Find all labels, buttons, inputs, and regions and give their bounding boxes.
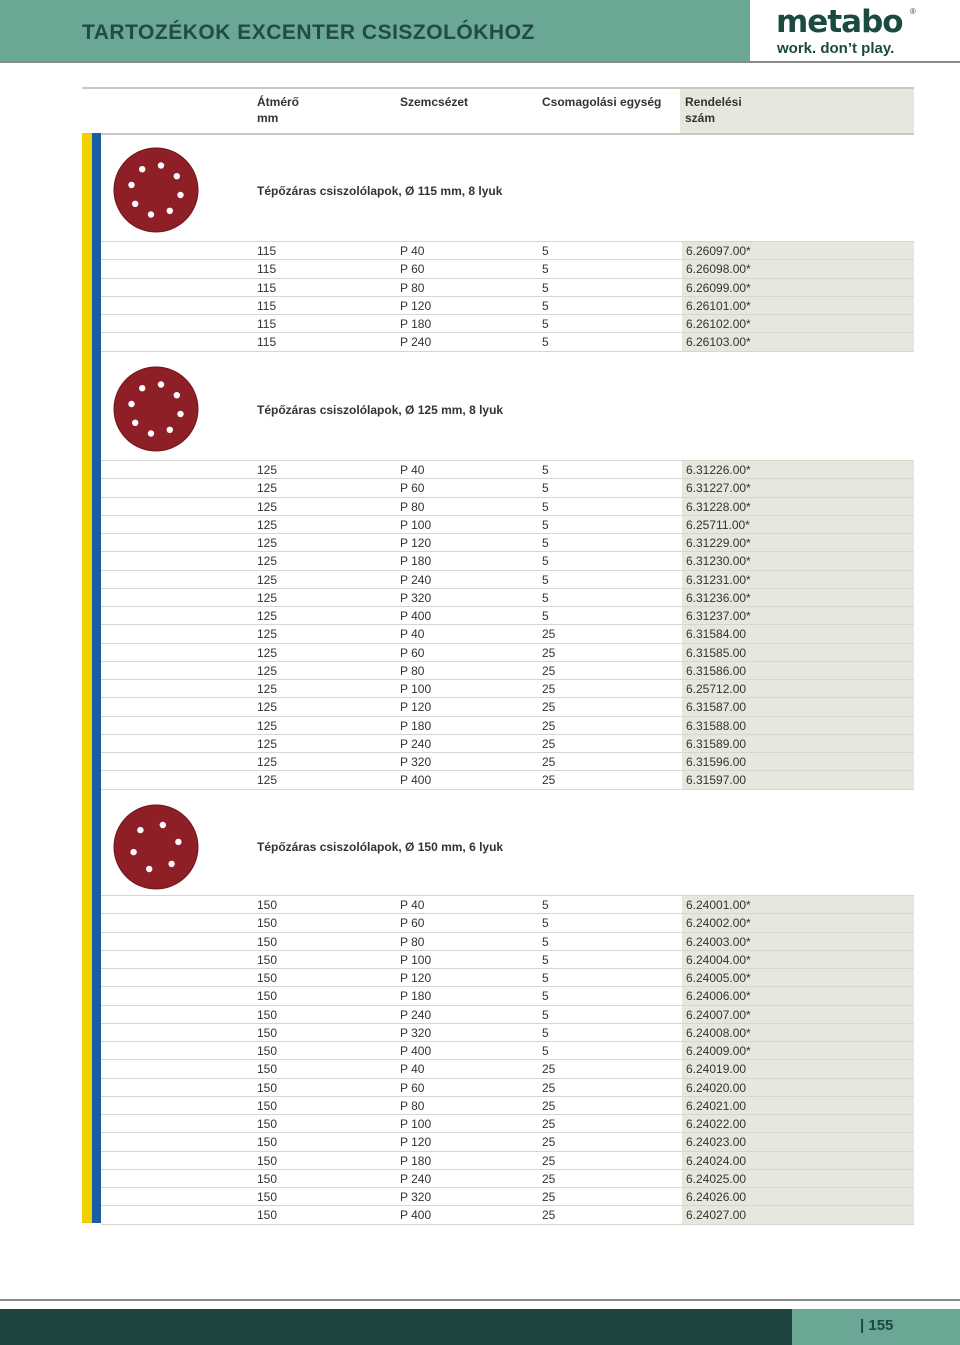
pack-unit-cell: 5 bbox=[542, 934, 549, 949]
table-row bbox=[101, 932, 914, 951]
grit-cell: P 320 bbox=[400, 590, 432, 605]
table-row bbox=[101, 478, 914, 497]
diameter-cell: 150 bbox=[257, 1098, 278, 1113]
pack-unit-cell: 25 bbox=[542, 627, 556, 642]
order-number-cell: 6.31597.00 bbox=[682, 771, 914, 789]
grit-cell: P 40 bbox=[400, 244, 425, 258]
diameter-cell: 125 bbox=[257, 718, 278, 733]
order-number-cell: 6.24009.00* bbox=[682, 1042, 914, 1060]
brand-tagline: work. don’t play. bbox=[777, 40, 895, 57]
table-row bbox=[101, 314, 914, 333]
table-row bbox=[101, 588, 914, 607]
order-number-cell: 6.24026.00 bbox=[682, 1188, 914, 1206]
table-row bbox=[101, 1205, 914, 1225]
pack-unit-cell: 5 bbox=[542, 590, 549, 605]
table-row bbox=[101, 296, 914, 315]
grit-cell: P 80 bbox=[400, 499, 425, 514]
pack-unit-cell: 25 bbox=[542, 663, 556, 678]
table-row bbox=[101, 1023, 914, 1042]
grit-cell: P 120 bbox=[400, 298, 432, 313]
diameter-cell: 115 bbox=[257, 262, 277, 277]
order-number-header-line2: szám bbox=[685, 111, 716, 125]
pack-unit-cell: 5 bbox=[542, 554, 549, 569]
table-header bbox=[82, 87, 914, 135]
grit-cell: P 240 bbox=[400, 335, 432, 350]
pack-unit-cell: 5 bbox=[542, 952, 549, 967]
grit-cell: P 80 bbox=[400, 1098, 425, 1113]
grit-cell: P 240 bbox=[400, 1171, 432, 1186]
pack-unit-cell: 5 bbox=[542, 244, 549, 258]
pack-unit-cell: 5 bbox=[542, 1007, 549, 1022]
grit-cell: P 60 bbox=[400, 262, 425, 277]
table-row bbox=[101, 643, 914, 662]
pack-unit-cell: 25 bbox=[542, 1190, 556, 1204]
table-row bbox=[101, 968, 914, 987]
blue-side-stripe bbox=[92, 133, 101, 1223]
table-row bbox=[101, 679, 914, 698]
diameter-cell: 125 bbox=[257, 536, 278, 550]
diameter-cell: 125 bbox=[257, 682, 278, 696]
pack-unit-cell: 25 bbox=[542, 755, 556, 769]
pack-unit-cell: 25 bbox=[542, 682, 556, 696]
table-row bbox=[101, 551, 914, 570]
order-number-cell: 6.26101.00* bbox=[682, 297, 914, 315]
grit-cell: P 60 bbox=[400, 1080, 425, 1095]
diameter-cell: 125 bbox=[257, 645, 278, 660]
diameter-cell: 150 bbox=[257, 934, 278, 949]
grit-cell: P 400 bbox=[400, 609, 432, 623]
order-number-cell: 6.25711.00* bbox=[682, 516, 914, 534]
table-row bbox=[101, 1005, 914, 1024]
pack-unit-cell: 5 bbox=[542, 262, 549, 277]
table-row bbox=[101, 1169, 914, 1188]
diameter-cell: 150 bbox=[257, 916, 278, 931]
table-row bbox=[101, 497, 914, 516]
pack-unit-cell: 25 bbox=[542, 736, 556, 751]
sanding-disc-1-image bbox=[113, 147, 199, 233]
table-row bbox=[101, 1041, 914, 1060]
pack-unit-cell: 25 bbox=[542, 718, 556, 733]
order-number-cell: 6.31584.00 bbox=[682, 625, 914, 643]
pack-unit-cell: 25 bbox=[542, 1153, 556, 1168]
order-number-cell: 6.24007.00* bbox=[682, 1006, 914, 1024]
diameter-cell: 150 bbox=[257, 1080, 278, 1095]
pack-unit-cell: 5 bbox=[542, 1044, 549, 1058]
pack-unit-cell: 5 bbox=[542, 335, 549, 350]
diameter-cell: 150 bbox=[257, 898, 278, 912]
brand-name: metabo bbox=[776, 4, 903, 40]
order-number-cell: 6.26103.00* bbox=[682, 333, 914, 351]
order-number-cell: 6.26098.00* bbox=[682, 260, 914, 278]
diameter-cell: 115 bbox=[257, 244, 277, 258]
table-row bbox=[101, 986, 914, 1005]
diameter-cell: 125 bbox=[257, 572, 278, 587]
order-number-cell: 6.31231.00* bbox=[682, 571, 914, 589]
order-number-cell: 6.24006.00* bbox=[682, 987, 914, 1005]
order-number-cell: 6.31227.00* bbox=[682, 479, 914, 497]
grit-cell: P 80 bbox=[400, 663, 425, 678]
diameter-cell: 150 bbox=[257, 989, 278, 1004]
section-title: Tépőzáras csiszolólapok, Ø 115 mm, 8 lyuk bbox=[257, 184, 503, 198]
diameter-cell: 125 bbox=[257, 499, 278, 514]
table-row bbox=[101, 278, 914, 297]
diameter-cell: 115 bbox=[257, 280, 277, 295]
pack-unit-cell: 25 bbox=[542, 1080, 556, 1095]
order-number-cell: 6.31230.00* bbox=[682, 552, 914, 570]
pack-unit-cell: 25 bbox=[542, 773, 556, 788]
table-row bbox=[101, 716, 914, 735]
table-row bbox=[101, 1151, 914, 1170]
diameter-cell: 125 bbox=[257, 554, 278, 569]
grit-cell: P 400 bbox=[400, 1208, 432, 1223]
table-row bbox=[101, 950, 914, 969]
grit-cell: P 100 bbox=[400, 1117, 432, 1131]
pack-unit-cell: 25 bbox=[542, 645, 556, 660]
order-number-cell: 6.31586.00 bbox=[682, 662, 914, 680]
order-number-cell: 6.24020.00 bbox=[682, 1079, 914, 1097]
diameter-cell: 125 bbox=[257, 627, 278, 642]
diameter-cell: 150 bbox=[257, 1171, 278, 1186]
order-number-cell: 6.25712.00 bbox=[682, 680, 914, 698]
order-number-cell: 6.31588.00 bbox=[682, 717, 914, 735]
table-row bbox=[101, 1096, 914, 1115]
order-number-cell: 6.31587.00 bbox=[682, 698, 914, 716]
diameter-cell: 125 bbox=[257, 517, 278, 532]
diameter-cell: 150 bbox=[257, 971, 278, 985]
diameter-cell: 125 bbox=[257, 590, 278, 605]
order-number-cell: 6.24022.00 bbox=[682, 1115, 914, 1133]
order-number-cell: 6.26097.00* bbox=[682, 242, 914, 260]
table-row bbox=[101, 1114, 914, 1133]
table-row bbox=[101, 624, 914, 643]
order-number-cell: 6.31585.00 bbox=[682, 644, 914, 662]
order-number-cell: 6.26099.00* bbox=[682, 279, 914, 297]
sanding-disc-3-image bbox=[113, 804, 199, 890]
table-row bbox=[101, 752, 914, 771]
table-row bbox=[101, 1059, 914, 1078]
order-number-cell: 6.31226.00* bbox=[682, 461, 914, 479]
grit-cell: P 320 bbox=[400, 1025, 432, 1040]
table-row bbox=[101, 460, 914, 479]
pack-unit-cell: 5 bbox=[542, 463, 549, 477]
grit-cell: P 180 bbox=[400, 989, 432, 1004]
order-number-cell: 6.31237.00* bbox=[682, 607, 914, 625]
diameter-cell: 150 bbox=[257, 1007, 278, 1022]
table-row bbox=[101, 606, 914, 625]
diameter-cell: 150 bbox=[257, 1135, 278, 1150]
table-row bbox=[101, 661, 914, 680]
pack-unit-cell: 5 bbox=[542, 481, 549, 496]
grit-cell: P 60 bbox=[400, 916, 425, 931]
table-row bbox=[101, 770, 914, 790]
brand-logo bbox=[776, 6, 926, 58]
order-number-cell: 6.31596.00 bbox=[682, 753, 914, 771]
diameter-header-line2: mm bbox=[257, 111, 279, 125]
pack-unit-cell: 5 bbox=[542, 298, 549, 313]
pack-unit-cell: 5 bbox=[542, 1025, 549, 1040]
table-row bbox=[101, 1187, 914, 1206]
pack-unit-cell: 25 bbox=[542, 1098, 556, 1113]
pack-unit-cell: 25 bbox=[542, 1117, 556, 1131]
grit-cell: P 120 bbox=[400, 700, 432, 715]
diameter-cell: 150 bbox=[257, 1153, 278, 1168]
table-row bbox=[101, 332, 914, 352]
table-row bbox=[101, 259, 914, 278]
grit-cell: P 100 bbox=[400, 952, 432, 967]
grit-cell: P 400 bbox=[400, 773, 432, 788]
order-number-cell: 6.24021.00 bbox=[682, 1097, 914, 1115]
diameter-cell: 150 bbox=[257, 1062, 278, 1077]
grit-cell: P 180 bbox=[400, 718, 432, 733]
diameter-header bbox=[257, 94, 299, 126]
pack-unit-cell: 25 bbox=[542, 1062, 556, 1077]
grit-cell: P 240 bbox=[400, 1007, 432, 1022]
grit-cell: P 80 bbox=[400, 934, 425, 949]
table-row bbox=[101, 570, 914, 589]
grit-cell: P 120 bbox=[400, 971, 432, 985]
grit-cell: P 240 bbox=[400, 736, 432, 751]
grit-cell: P 240 bbox=[400, 572, 432, 587]
grit-cell: P 40 bbox=[400, 627, 425, 642]
pack-unit-cell: 25 bbox=[542, 1135, 556, 1150]
diameter-cell: 125 bbox=[257, 755, 278, 769]
diameter-cell: 125 bbox=[257, 481, 278, 496]
section-title: Tépőzáras csiszolólapok, Ø 150 mm, 6 lyuk bbox=[257, 840, 504, 854]
grit-header: Szemcsézet bbox=[400, 95, 469, 109]
yellow-side-stripe bbox=[82, 133, 92, 1223]
grit-cell: P 60 bbox=[400, 481, 425, 496]
pack-unit-cell: 25 bbox=[542, 1208, 556, 1223]
diameter-cell: 150 bbox=[257, 1025, 278, 1040]
grit-cell: P 40 bbox=[400, 1062, 425, 1077]
grit-cell: P 400 bbox=[400, 1044, 432, 1058]
order-number-cell: 6.31228.00* bbox=[682, 498, 914, 516]
grit-cell: P 320 bbox=[400, 755, 432, 769]
order-number-cell: 6.24002.00* bbox=[682, 914, 914, 932]
order-number-cell: 6.24003.00* bbox=[682, 933, 914, 951]
order-number-cell: 6.24024.00 bbox=[682, 1152, 914, 1170]
pack-unit-cell: 5 bbox=[542, 280, 549, 295]
pack-unit-cell: 5 bbox=[542, 317, 549, 331]
pack-unit-cell: 5 bbox=[542, 517, 549, 532]
diameter-cell: 150 bbox=[257, 1208, 278, 1223]
table-row bbox=[101, 241, 914, 260]
grit-cell: P 100 bbox=[400, 682, 432, 696]
table-row bbox=[101, 1132, 914, 1151]
pack-unit-cell: 5 bbox=[542, 971, 549, 985]
pack-unit-cell: 25 bbox=[542, 1171, 556, 1186]
pack-unit-header: Csomagolási egység bbox=[542, 95, 662, 109]
order-number-cell: 6.24019.00 bbox=[682, 1060, 914, 1078]
footer-rule bbox=[0, 1299, 960, 1301]
diameter-cell: 125 bbox=[257, 773, 278, 788]
order-number-cell: 6.31589.00 bbox=[682, 735, 914, 753]
grit-cell: P 120 bbox=[400, 1135, 432, 1150]
order-number-cell: 6.24004.00* bbox=[682, 951, 914, 969]
grit-cell: P 100 bbox=[400, 517, 432, 532]
table-row bbox=[101, 515, 914, 534]
order-number-cell: 6.24005.00* bbox=[682, 969, 914, 987]
table-row bbox=[101, 734, 914, 753]
diameter-cell: 150 bbox=[257, 1117, 278, 1131]
grit-cell: P 180 bbox=[400, 1153, 432, 1168]
grit-cell: P 320 bbox=[400, 1190, 432, 1204]
order-number-cell: 6.24023.00 bbox=[682, 1133, 914, 1151]
grit-cell: P 40 bbox=[400, 898, 425, 912]
pack-unit-cell: 5 bbox=[542, 989, 549, 1004]
order-number-header bbox=[685, 94, 742, 126]
page-number: | 155 bbox=[860, 1317, 894, 1334]
order-number-cell: 6.31236.00* bbox=[682, 589, 914, 607]
brand-registered-mark: ® bbox=[910, 7, 916, 16]
grit-cell: P 60 bbox=[400, 645, 425, 660]
diameter-cell: 115 bbox=[257, 335, 277, 350]
grit-cell: P 180 bbox=[400, 317, 432, 331]
table-row bbox=[101, 1078, 914, 1097]
pack-unit-cell: 5 bbox=[542, 572, 549, 587]
diameter-cell: 115 bbox=[257, 298, 277, 313]
pack-unit-cell: 25 bbox=[542, 700, 556, 715]
order-number-cell: 6.26102.00* bbox=[682, 315, 914, 333]
page-title: TARTOZÉKOK EXCENTER CSISZOLÓKHOZ bbox=[82, 21, 535, 44]
table-row bbox=[101, 533, 914, 552]
header-rule bbox=[0, 61, 960, 63]
diameter-cell: 150 bbox=[257, 1190, 278, 1204]
order-number-cell: 6.24025.00 bbox=[682, 1170, 914, 1188]
table-row bbox=[101, 895, 914, 914]
order-number-cell: 6.24027.00 bbox=[682, 1206, 914, 1224]
order-number-cell: 6.31229.00* bbox=[682, 534, 914, 552]
diameter-cell: 125 bbox=[257, 736, 278, 751]
diameter-cell: 125 bbox=[257, 609, 278, 623]
sanding-disc-2-image bbox=[113, 366, 199, 452]
table-row bbox=[101, 697, 914, 716]
table-row bbox=[101, 913, 914, 932]
pack-unit-cell: 5 bbox=[542, 499, 549, 514]
pack-unit-cell: 5 bbox=[542, 898, 549, 912]
diameter-header-line1: Átmérő bbox=[257, 95, 300, 109]
pack-unit-cell: 5 bbox=[542, 916, 549, 931]
grit-cell: P 180 bbox=[400, 554, 432, 569]
diameter-cell: 115 bbox=[257, 317, 277, 331]
pack-unit-cell: 5 bbox=[542, 609, 549, 623]
diameter-cell: 125 bbox=[257, 700, 278, 715]
diameter-cell: 125 bbox=[257, 463, 278, 477]
section-title: Tépőzáras csiszolólapok, Ø 125 mm, 8 lyuk bbox=[257, 403, 504, 417]
order-number-header-line1: Rendelési bbox=[685, 95, 742, 109]
pack-unit-cell: 5 bbox=[542, 536, 549, 550]
diameter-cell: 150 bbox=[257, 952, 278, 967]
diameter-cell: 150 bbox=[257, 1044, 278, 1058]
footer-band-dark bbox=[0, 1309, 792, 1345]
order-number-cell: 6.24001.00* bbox=[682, 896, 914, 914]
diameter-cell: 125 bbox=[257, 663, 278, 678]
grit-cell: P 120 bbox=[400, 536, 432, 550]
order-number-cell: 6.24008.00* bbox=[682, 1024, 914, 1042]
grit-cell: P 40 bbox=[400, 463, 425, 477]
grit-cell: P 80 bbox=[400, 280, 425, 295]
